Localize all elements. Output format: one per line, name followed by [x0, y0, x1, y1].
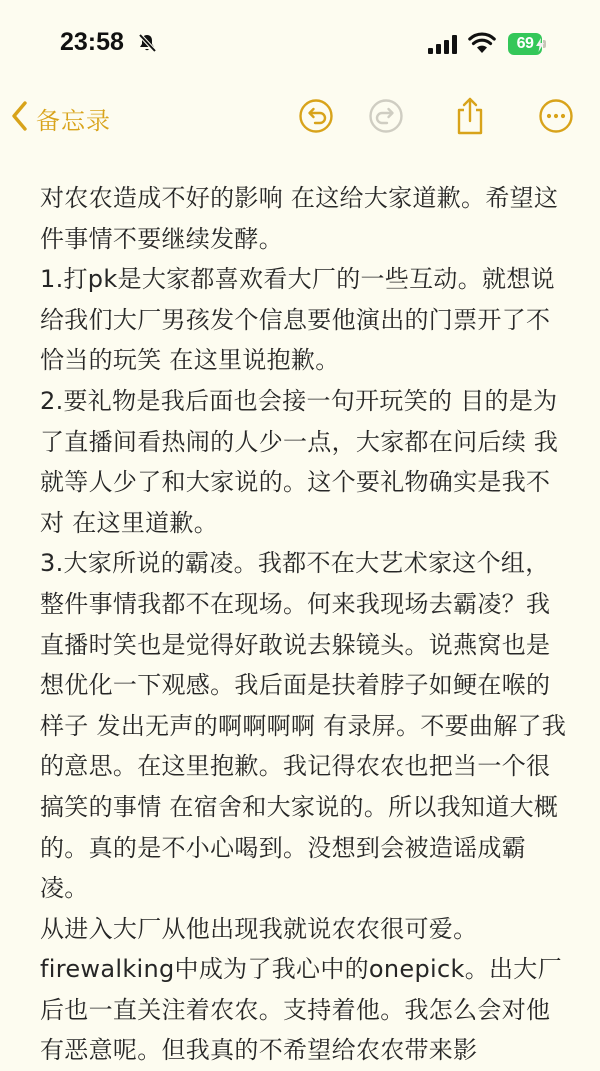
nav-bar: [0, 88, 600, 148]
undo-button[interactable]: [294, 96, 338, 140]
wifi-icon: [468, 31, 496, 59]
back-button[interactable]: [10, 96, 111, 140]
redo-icon: [368, 98, 404, 138]
charging-icon: [536, 37, 544, 56]
note-paragraph: 2.要礼物是我后面也会接一句开玩笑的 目的是为了直播间看热闹的人少一点，大家都在问后续 我就等人少了和大家说的。这个要礼物确实是我不对 在这里道歉。: [40, 386, 559, 537]
share-icon: [453, 96, 487, 140]
note-paragraph: 1.打pk是大家都喜欢看大厂的一些互动。就想说给我们大厂男孩发个信息要他演出的门票开了不恰当的玩笑 在这里说抱歉。: [40, 265, 555, 375]
chevron-left-icon: [10, 100, 30, 136]
note-paragraph: 3.大家所说的霸凌。我都不在大艺术家这个组，整件事情我都不在现场。何来我现场去霸凌？我直播时笑也是觉得好敢说去躲镜头。说燕窝也是想优化一下观感。我后面是扶着脖子如鲠在喉的样子 发出无声的啊啊啊啊 有录屏。不要曲解了我的意思。在这里抱歉。我记得农农也把当一个很搞笑的事情 在宿舍和大家说的。所以我知道大概的。真的是不小心喝到。没想到会被造谣成霸凌。: [40, 549, 567, 903]
status-time: 23:58: [60, 28, 124, 56]
share-button[interactable]: [448, 96, 492, 140]
more-button[interactable]: [534, 96, 578, 140]
battery-icon: 69: [508, 33, 542, 55]
status-bar: [0, 0, 600, 88]
signal-icon: [428, 34, 458, 54]
note-paragraph: 从进入大厂从他出现我就说农农很可爱。firewalking中成为了我心中的onepick。出大厂后也一直关注着农农。支持着他。我怎么会对他有恶意呢。但我真的不希望给农农带来影: [40, 914, 562, 1065]
undo-icon: [298, 98, 334, 138]
redo-button[interactable]: [364, 96, 408, 140]
back-label: 备忘录: [36, 106, 111, 135]
note-paragraph: 对农农造成不好的影响 在这给大家道歉。希望这件事情不要继续发酵。: [40, 184, 559, 253]
more-icon: [538, 98, 574, 138]
bell-slash-icon: [136, 32, 158, 58]
note-body[interactable]: [40, 178, 570, 1071]
